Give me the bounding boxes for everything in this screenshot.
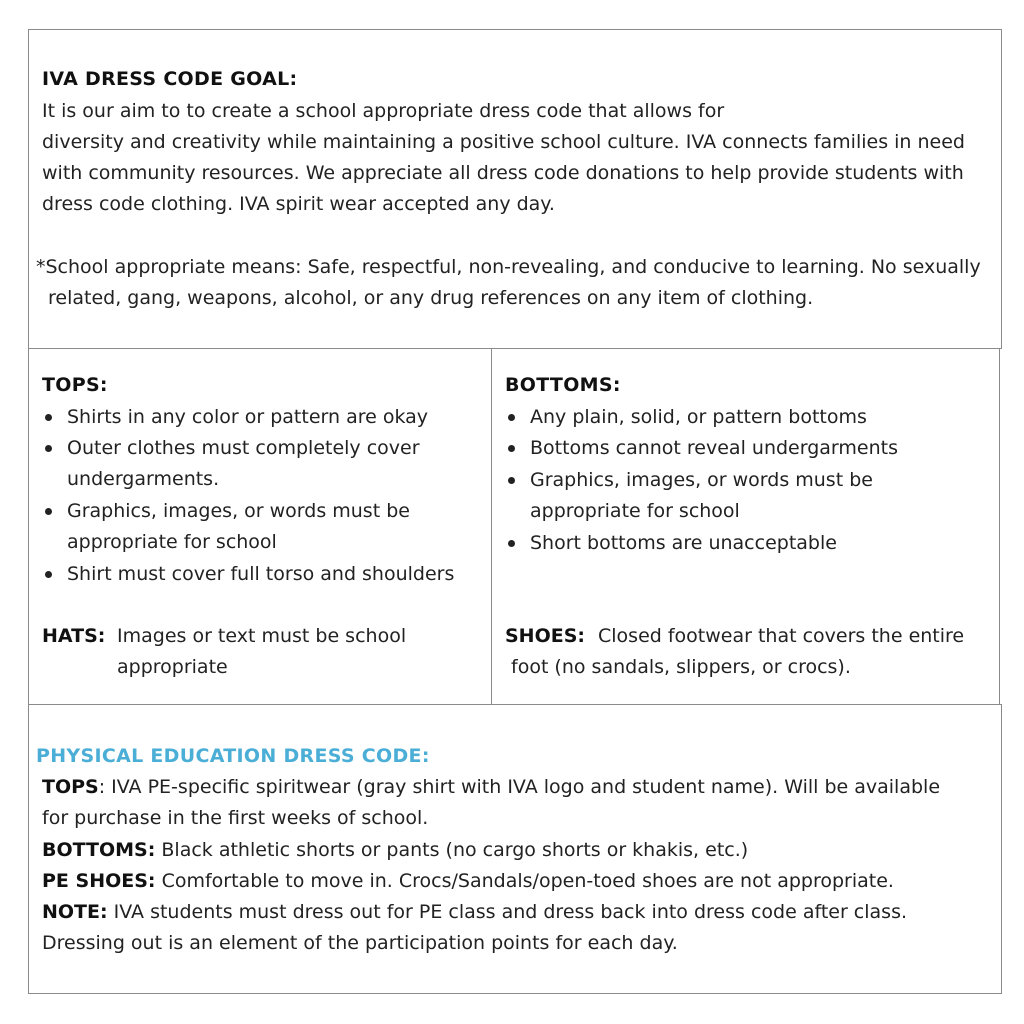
shoes-text-line-2: foot (no sandals, slippers, or crocs). — [511, 656, 851, 678]
hats-text-line-1: Images or text must be school — [117, 625, 407, 647]
goal-line-3: with community resources. We appreciate all dress code donations to help provide students with — [42, 162, 964, 184]
bullet-icon — [508, 540, 515, 547]
pe-note-label: NOTE: — [42, 901, 108, 923]
bullet-icon — [45, 445, 52, 452]
goal-heading: IVA DRESS CODE GOAL: — [42, 68, 298, 90]
appropriate-note-line-2: related, gang, weapons, alcohol, or any drug references on any item of clothing. — [48, 287, 814, 309]
bottoms-item: Any plain, solid, or pattern bottoms — [530, 406, 867, 428]
tops-item-continued: appropriate for school — [67, 531, 277, 553]
pe-heading: PHYSICAL EDUCATION DRESS CODE: — [36, 745, 430, 767]
bullet-icon — [45, 414, 52, 421]
goal-line-4: dress code clothing. IVA spirit wear accepted any day. — [42, 193, 555, 215]
appropriate-note-line-1: *School appropriate means: Safe, respectful, non-revealing, and conducive to learning. No sexually — [36, 256, 981, 278]
tops-item: Shirts in any color or pattern are okay — [67, 406, 429, 428]
bottoms-item: Short bottoms are unacceptable — [530, 532, 837, 554]
pe-tops-label: TOPS — [42, 776, 99, 798]
tops-item: Graphics, images, or words must be — [67, 500, 410, 522]
bottoms-item: Bottoms cannot reveal undergarments — [530, 437, 898, 459]
pe-tops-text: : IVA PE-specific spiritwear (gray shirt with IVA logo and student name). Will be available — [98, 776, 941, 798]
pe-note-text-line-2: Dressing out is an element of the participation points for each day. — [42, 932, 678, 954]
pe-shoes-text: Comfortable to move in. Crocs/Sandals/open-toed shoes are not appropriate. — [161, 870, 894, 892]
pe-bottoms-line — [42, 835, 748, 866]
pe-tops-text-line-2: for purchase in the first weeks of school. — [42, 807, 429, 829]
pe-bottoms-text: Black athletic shorts or pants (no cargo shorts or khakis, etc.) — [161, 839, 749, 861]
hats-text-line-2: appropriate — [117, 656, 228, 678]
pe-bottoms-label: BOTTOMS: — [42, 839, 156, 861]
shoes-text-line-1: Closed footwear that covers the entire — [598, 625, 965, 647]
tops-heading: TOPS: — [42, 374, 108, 396]
bottoms-item-continued: appropriate for school — [530, 500, 740, 522]
pe-note-line — [42, 897, 907, 928]
bottoms-heading: BOTTOMS: — [505, 374, 621, 396]
tops-item-continued: undergarments. — [67, 468, 220, 490]
pe-shoes-line — [42, 866, 894, 897]
pe-tops-line — [42, 772, 940, 803]
bullet-icon — [45, 508, 52, 515]
shoes-label: SHOES: — [505, 625, 585, 647]
bottoms-item: Graphics, images, or words must be — [530, 469, 873, 491]
bullet-icon — [508, 477, 515, 484]
tops-item: Shirt must cover full torso and shoulders — [67, 563, 455, 585]
pe-note-text: IVA students must dress out for PE class and dress back into dress code after class. — [113, 901, 908, 923]
goal-line-1: It is our aim to to create a school appropriate dress code that allows for — [42, 100, 725, 122]
bullet-icon — [508, 445, 515, 452]
tops-item: Outer clothes must completely cover — [67, 437, 420, 459]
hats-label: HATS: — [42, 625, 106, 647]
pe-shoes-label: PE SHOES: — [42, 870, 156, 892]
bullet-icon — [45, 571, 52, 578]
goal-line-2: diversity and creativity while maintaining a positive school culture. IVA connects families in need — [42, 131, 965, 153]
bullet-icon — [508, 414, 515, 421]
